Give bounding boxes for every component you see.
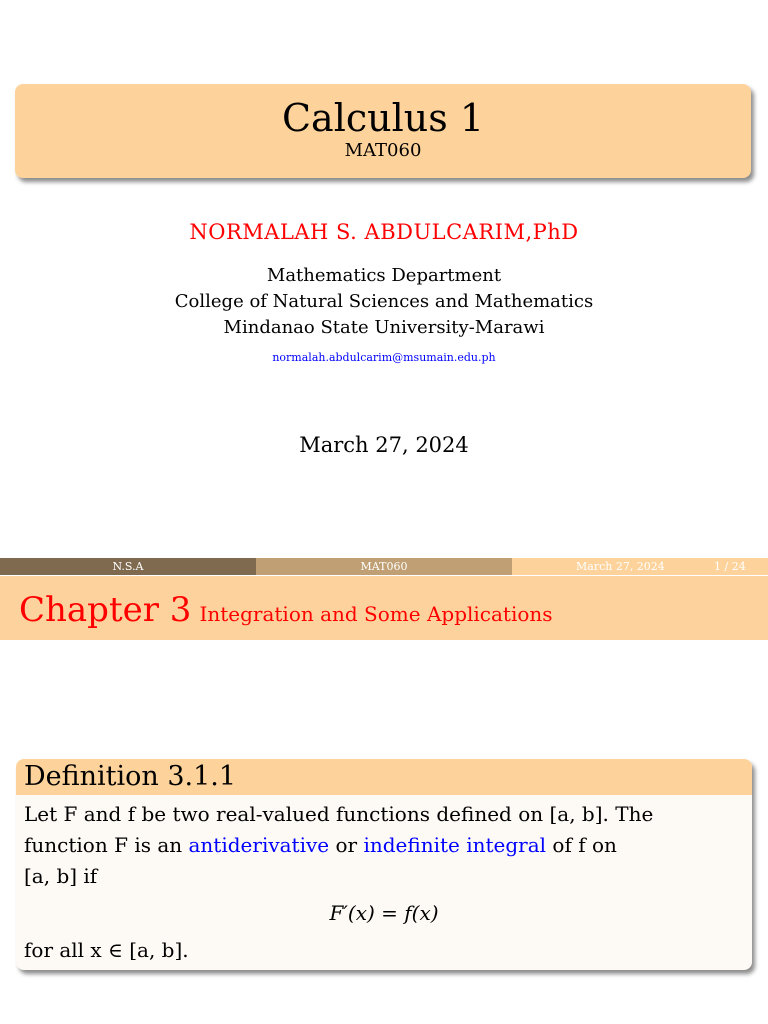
text: or xyxy=(329,833,364,857)
text: function F is an xyxy=(24,833,189,857)
term-antiderivative: antiderivative xyxy=(188,833,330,857)
text: of f on xyxy=(546,833,617,857)
course-code: MAT060 xyxy=(344,140,422,161)
definition-body xyxy=(16,795,752,970)
author-email[interactable]: normalah.abdulcarim@msumain.edu.ph xyxy=(272,351,496,364)
definition-line: [a, b] if xyxy=(24,864,98,888)
definition-line xyxy=(24,830,744,861)
author-name: NORMALAH S. ABDULCARIM,PhD xyxy=(189,220,579,244)
college: College of Natural Sciences and Mathematics xyxy=(174,291,594,312)
university: Mindanao State University-Marawi xyxy=(223,317,545,338)
footer-right xyxy=(512,558,768,575)
title-box xyxy=(15,84,751,178)
definition-block xyxy=(16,759,752,970)
presentation-date: March 27, 2024 xyxy=(299,433,469,457)
presentation-title: Calculus 1 xyxy=(281,96,485,140)
footer-page: 1 / 24 xyxy=(714,560,746,573)
footer-date: March 27, 2024 xyxy=(576,560,665,573)
footer-course: MAT060 xyxy=(256,558,512,575)
chapter-header xyxy=(0,576,768,640)
term-indefinite-integral: indefinite integral xyxy=(363,833,547,857)
definition-line: for all x ∈ [a, b]. xyxy=(24,938,189,962)
definition-line: Let F and f be two real-valued functions defined on [a, b]. The xyxy=(24,802,654,826)
chapter-label: Chapter 3 xyxy=(19,590,192,630)
institution xyxy=(0,263,768,341)
department: Mathematics Department xyxy=(266,265,502,286)
footer-author: N.S.A xyxy=(0,558,256,575)
equation: F′(x) = f(x) xyxy=(329,901,439,925)
definition-title: Definition 3.1.1 xyxy=(16,759,752,795)
chapter-title: Integration and Some Applications xyxy=(199,602,553,626)
